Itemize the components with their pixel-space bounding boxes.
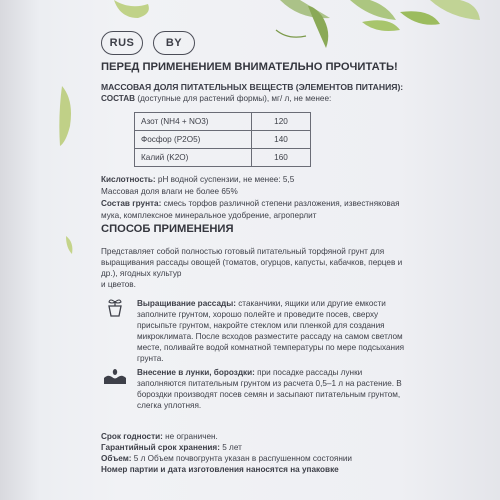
nutrient-name: Калий (K2O) <box>135 149 252 167</box>
holes-label: Внесение в лунки, бороздки: <box>137 368 255 377</box>
composition-line <box>101 93 331 105</box>
nutrient-value: 120 <box>252 113 311 131</box>
table-row <box>135 113 311 131</box>
nutrient-table <box>134 112 311 167</box>
holes-line: слегка уплотняя. <box>137 401 202 410</box>
moisture-line: Массовая доля влаги не более 65% <box>101 187 238 196</box>
intro-line: и цветов. <box>101 280 136 289</box>
seedlings-text: стаканчики, ящики или другие емкости <box>235 299 386 308</box>
shelf-life-label: Срок годности: <box>101 432 163 441</box>
holes-line: заполняются питательным грунтом из расчета 0,5–1 л на растение. В <box>137 379 402 388</box>
soil-text: смесь торфов различной степени разложения, известняковая <box>161 199 400 208</box>
seedling-pot-icon <box>104 296 126 318</box>
badge-by: BY <box>153 31 195 55</box>
table-row <box>135 131 311 149</box>
seed-hole-icon <box>102 366 128 386</box>
seedlings-line: месте, поливайте водой комнатной температуры по мере подсыхания <box>137 343 405 352</box>
composition-text: (доступные для растений формы), мг/ л, не менее: <box>135 94 332 103</box>
nutrient-value: 140 <box>252 131 311 149</box>
acidity-text: pH водной суспензии, не менее: 5,5 <box>155 175 295 184</box>
shelf-life-text: не ограничен. <box>162 432 218 441</box>
volume-text: 5 л Объем почвогрунта указан в распушенном состоянии <box>131 454 353 463</box>
seedlings-line: микроклимата. После всходов разместите рассаду на самом светлом <box>137 332 403 341</box>
leaf-decoration-left-bottom <box>64 236 76 256</box>
soil-line <box>101 198 400 210</box>
intro-line: выращивания рассады овощей (томатов, огурцов, капусты, кабачков, перцев и <box>101 258 403 267</box>
warning-heading: ПЕРЕД ПРИМЕНЕНИЕМ ВНИМАТЕЛЬНО ПРОЧИТАТЬ! <box>101 61 398 73</box>
holes-line: бороздки производят посев семян и засыпают питательным грунтом, <box>137 390 401 399</box>
leaf-decoration-left <box>58 86 78 146</box>
batch-line: Номер партии и дата изготовления наносятся на упаковке <box>101 465 339 474</box>
acidity-label: Кислотность: <box>101 175 156 184</box>
soil-label: Состав грунта: <box>101 199 162 208</box>
badge-rus: RUS <box>101 31 143 55</box>
intro-line: др.), ягодных культур <box>101 269 182 278</box>
seedlings-line: грунта. <box>137 354 164 363</box>
acidity-line <box>101 174 294 186</box>
holes-text: при посадке рассады лунки <box>254 368 363 377</box>
composition-label: СОСТАВ <box>101 94 136 103</box>
seedlings-line: присыпьте грунтом, накройте стеклом или пленкой для создания <box>137 321 385 330</box>
intro-line: Представляет собой полностью готовый питательный торфяной грунт для <box>101 247 385 256</box>
nutrient-name: Фосфор (P2O5) <box>135 131 252 149</box>
nutrient-name: Азот (NH4 + NO3) <box>135 113 252 131</box>
guarantee-label: Гарантийный срок хранения: <box>101 443 220 452</box>
seedlings-line: заполните грунтом, хорошо полейте и проведите посев, сверху <box>137 310 379 319</box>
volume-label: Объем: <box>101 454 132 463</box>
usage-section-title: СПОСОБ ПРИМЕНЕНИЯ <box>101 223 234 235</box>
seedlings-label: Выращивание рассады: <box>137 299 236 308</box>
guarantee-text: 5 лет <box>219 443 242 452</box>
table-row <box>135 149 311 167</box>
soil-line-2: мука, комплексное минеральное удобрение, агроперлит <box>101 211 317 220</box>
nutrient-value: 160 <box>252 149 311 167</box>
mass-fraction-title: МАССОВАЯ ДОЛЯ ПИТАТЕЛЬНЫХ ВЕЩЕСТВ (ЭЛЕМЕНТОВ ПИТАНИЯ): <box>101 82 404 92</box>
